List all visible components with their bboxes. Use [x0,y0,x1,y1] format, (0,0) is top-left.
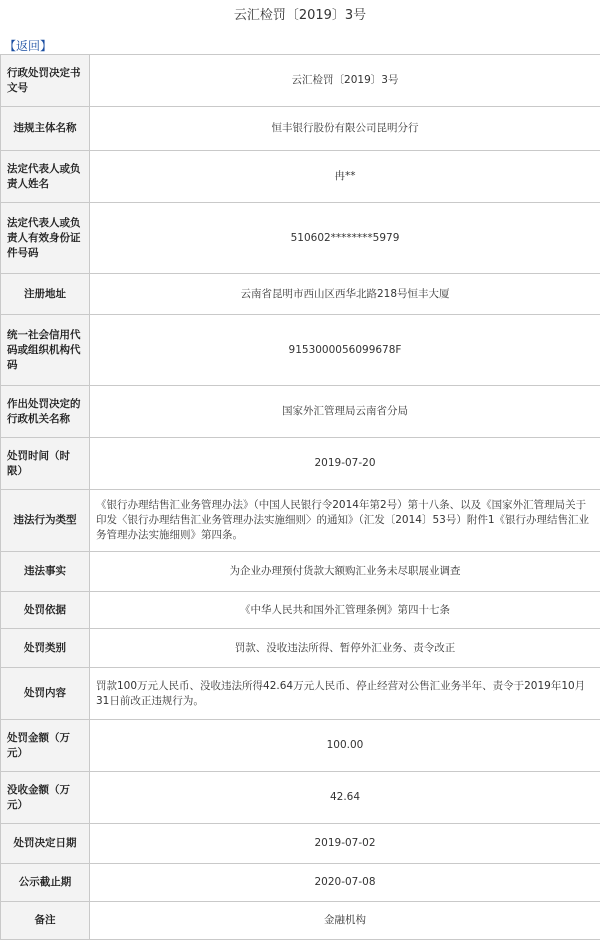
label-remarks: 备注 [1,902,90,940]
penalty-details-table [0,54,600,940]
label-penalty-amount: 处罚金额（万元） [1,720,90,772]
value-credit-code: 9153000056099678F [90,315,600,386]
value-decision-number: 云汇检罚〔2019〕3号 [90,55,600,107]
row-registered-address [1,274,600,315]
label-confiscation-amount: 没收金额（万元） [1,772,90,824]
row-authority [1,386,600,438]
value-legal-rep-name: 冉** [90,151,600,203]
row-violation-type [1,490,600,552]
value-penalty-category: 罚款、没收违法所得、暂停外汇业务、责令改正 [90,629,600,668]
value-violator-name: 恒丰银行股份有限公司昆明分行 [90,107,600,151]
label-credit-code: 统一社会信用代码或组织机构代码 [1,315,90,386]
row-penalty-category [1,629,600,668]
value-publication-deadline: 2020-07-08 [90,864,600,902]
row-remarks [1,902,600,940]
label-penalty-category: 处罚类别 [1,629,90,668]
row-penalty-time [1,438,600,490]
row-decision-number [1,55,600,107]
row-violator-name [1,107,600,151]
label-registered-address: 注册地址 [1,274,90,315]
label-violator-name: 违规主体名称 [1,107,90,151]
value-decision-date: 2019-07-02 [90,824,600,864]
value-penalty-content: 罚款100万元人民币、没收违法所得42.64万元人民币、停止经营对公售汇业务半年、责令于2019年10月31日前改正违规行为。 [90,668,600,720]
value-registered-address: 云南省昆明市西山区西华北路218号恒丰大厦 [90,274,600,315]
row-legal-rep-id [1,203,600,274]
row-penalty-content [1,668,600,720]
label-publication-deadline: 公示截止期 [1,864,90,902]
value-legal-rep-id: 510602********5979 [90,203,600,274]
value-penalty-basis: 《中华人民共和国外汇管理条例》第四十七条 [90,592,600,629]
value-penalty-amount: 100.00 [90,720,600,772]
label-penalty-content: 处罚内容 [1,668,90,720]
label-authority: 作出处罚决定的行政机关名称 [1,386,90,438]
value-authority: 国家外汇管理局云南省分局 [90,386,600,438]
row-confiscation-amount [1,772,600,824]
row-violation-facts [1,552,600,592]
label-decision-date: 处罚决定日期 [1,824,90,864]
row-decision-date [1,824,600,864]
value-violation-type: 《银行办理结售汇业务管理办法》（中国人民银行令2014年第2号）第十八条、以及《国家外汇管理局关于印发〈银行办理结售汇业务管理办法实施细则〉的通知》（汇发〔2014〕53号）附件1《银行办理结售汇业务管理办法实施细则》第四条。 [90,490,600,552]
row-penalty-amount [1,720,600,772]
label-decision-number: 行政处罚决定书文号 [1,55,90,107]
value-remarks: 金融机构 [90,902,600,940]
value-confiscation-amount: 42.64 [90,772,600,824]
value-penalty-time: 2019-07-20 [90,438,600,490]
label-violation-type: 违法行为类型 [1,490,90,552]
row-publication-deadline [1,864,600,902]
value-violation-facts: 为企业办理预付货款大额购汇业务未尽职展业调查 [90,552,600,592]
label-legal-rep-id: 法定代表人或负责人有效身份证件号码 [1,203,90,274]
label-legal-rep-name: 法定代表人或负责人姓名 [1,151,90,203]
row-penalty-basis [1,592,600,629]
label-violation-facts: 违法事实 [1,552,90,592]
row-credit-code [1,315,600,386]
page-title: 云汇检罚〔2019〕3号 [0,0,600,32]
label-penalty-time: 处罚时间（时限） [1,438,90,490]
label-penalty-basis: 处罚依据 [1,592,90,629]
back-link[interactable]: 【返回】 [4,39,52,53]
row-legal-rep-name [1,151,600,203]
